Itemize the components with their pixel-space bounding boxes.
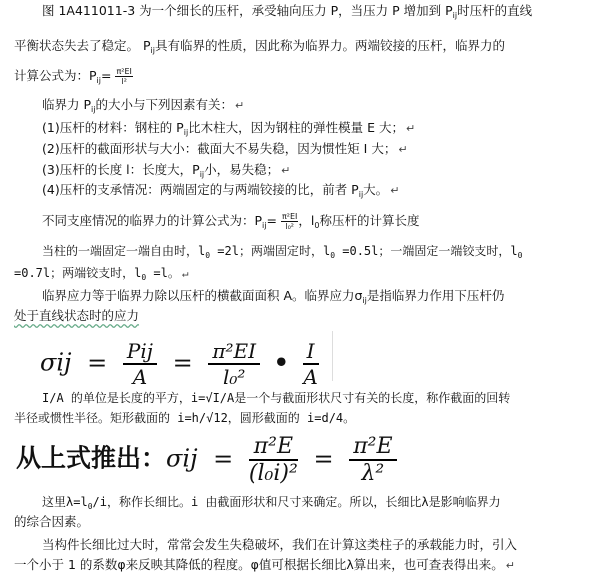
eq2-frac-1-num: π²E (249, 434, 298, 461)
text-line-14 (42, 390, 510, 406)
line-15-text: 半径或惯性半径。矩形截面的 i=h/√12，圆形截面的 i=d/4。 (14, 411, 356, 425)
slenderness-formula-row (16, 434, 397, 486)
list-item-3-post: 小，易失稳； (204, 162, 280, 177)
line-9-sub2: 0 (314, 221, 320, 230)
line-10-post: =2l；两端固定时，l (210, 244, 331, 258)
slenderness-formula-image (14, 428, 410, 490)
eq2-frac-1 (249, 434, 298, 486)
line-16-post: /i，称作长细比。i 由截面形状和尺寸来确定。所以，长细比λ是影响临界力 (92, 495, 501, 509)
text-line-19 (14, 557, 515, 574)
line-13-text: 处于直线状态时的应力 (14, 308, 140, 323)
text-line-2 (14, 38, 505, 59)
line-9-post: ，l (298, 213, 315, 228)
eq1-lhs: σij (40, 348, 72, 377)
list-item-4-text: (4)压杆的支承情况：两端固定的与两端铰接的比，前者 P (42, 182, 359, 197)
eq2-equals-2: = (313, 444, 334, 473)
eq2-lhs: σij (166, 444, 198, 473)
list-item-3-text: (3)压杆的长度 l：长度大，P (42, 162, 200, 177)
eq1-dot: • (273, 347, 289, 377)
paragraph-mark: ↵ (281, 164, 291, 177)
eq2-frac-1-den: (l₀i)² (248, 461, 298, 486)
line-19-text: 一个小于 1 的系数φ来反映其降低的程度。φ值可根据长细比λ算出来，也可查表得出来。 (14, 557, 504, 572)
paragraph-mark: ↵ (181, 267, 189, 280)
list-item-4 (42, 182, 399, 203)
line-9-eq: = (266, 213, 277, 228)
eq1-frac-3-num: I (303, 339, 319, 365)
euler-denominator: l² (121, 77, 127, 86)
list-item-3 (42, 162, 290, 183)
eq1-frac-3 (303, 339, 319, 389)
line-12-post: 是指临界力作用下压杆仍 (366, 288, 505, 303)
paragraph-mark: ↵ (505, 559, 516, 572)
list-item-1 (42, 120, 415, 141)
paragraph-mark: ↵ (234, 99, 245, 112)
eq2-frac-2-den: λ² (361, 461, 385, 486)
eq2-frac-2-num: π²E (349, 434, 396, 461)
eq2-equals-1: = (213, 444, 234, 473)
line-4-text: 临界力 P (42, 97, 92, 112)
line-17-text: 的综合因素。 (14, 514, 90, 529)
list-item-3-sub: ij (199, 170, 205, 179)
line-2-sub: ij (150, 46, 155, 55)
list-item-4-sub: ij (358, 190, 364, 199)
text-line-12 (42, 288, 504, 309)
text-line-4 (42, 97, 244, 118)
list-item-2 (42, 141, 408, 158)
eq1-frac-2-den: l₀² (222, 365, 246, 389)
line-10-post2: =0.5l；一端固定一端铰支时，l (335, 244, 518, 258)
eq2-prefix: 从上式推出： (16, 443, 167, 473)
eq1-equals-2: = (172, 348, 193, 377)
line-16-text: 这里λ=l (42, 495, 88, 509)
line-4-sub: ij (91, 105, 96, 114)
eq1-frac-2 (208, 339, 260, 389)
stress-formula-row (40, 339, 319, 389)
line-10-sub3: 0 (517, 251, 523, 260)
text-line-3 (14, 67, 133, 89)
line-12-sub: ij (362, 296, 367, 305)
text-line-1 (42, 3, 532, 24)
line-3-eq: = (101, 68, 112, 83)
eq2-frac-2 (349, 434, 396, 486)
text-line-13 (14, 308, 139, 324)
line-2-post: 具有临界的性质，因此称为临界力。两端铰接的压杆，临界力的 (154, 38, 505, 53)
line-3-text: 计算公式为：P (14, 68, 97, 83)
text-line-10 (42, 243, 522, 264)
eq1-frac-2-num: π²EI (208, 339, 260, 365)
line-12-text: 临界应力等于临界力除以压杆的横截面面积 A。临界应力σ (42, 288, 363, 303)
text-line-18 (42, 537, 517, 553)
paragraph-mark: ↵ (398, 143, 408, 156)
paragraph-mark: ↵ (390, 184, 400, 197)
line-3-sub: ij (96, 76, 101, 85)
euler0-formula (281, 212, 298, 231)
line-11-sub: 0 (141, 273, 147, 282)
line-10-sub: 0 (205, 251, 211, 260)
euler-numerator: π²EI (116, 67, 132, 76)
text-line-16 (42, 494, 501, 515)
text-line-11 (14, 265, 189, 286)
line-11-text: =0.7l；两端铰支时，l (14, 266, 142, 280)
line-1-sub: ij (452, 11, 458, 20)
list-item-1-text: (1)压杆的材料：钢柱的 P (42, 120, 184, 135)
line-4-post: 的大小与下列因素有关： (95, 97, 233, 112)
eq1-equals-1: = (87, 348, 108, 377)
line-16-sub: 0 (87, 502, 93, 511)
list-item-2-text: (2)压杆的截面形状与大小：截面大不易失稳，因为惯性矩 I 大； (42, 141, 397, 156)
stress-formula-image (16, 331, 333, 389)
euler0-numerator: π²EI (281, 212, 298, 221)
eq1-frac-1-den: A (132, 365, 148, 389)
line-9-post2: 称压杆的计算长度 (319, 213, 420, 228)
list-item-4-post: 大。 (363, 182, 389, 197)
eq1-frac-1-num: Pij (123, 339, 157, 365)
text-line-15 (14, 410, 355, 426)
list-item-1-post: 比木柱大，因为钢柱的弹性模量 E 大； (188, 120, 405, 135)
paragraph-mark: ↵ (406, 122, 416, 135)
line-1-post: 时压杆的直线 (457, 3, 533, 18)
line-1-text: 图 1A411011-3 为一个细长的压杆，承受轴向压力 P，当压力 P 增加到 P (42, 3, 453, 18)
eq1-frac-1 (123, 339, 157, 389)
line-18-text: 当构件长细比过大时，常常会发生失稳破坏，我们在计算这类柱子的承载能力时，引入 (42, 537, 518, 552)
text-line-9 (42, 212, 420, 234)
list-item-1-sub: ij (183, 128, 189, 137)
line-9-sub: ij (262, 221, 267, 230)
euler-formula (115, 67, 132, 86)
line-10-sub2: 0 (330, 251, 336, 260)
eq1-frac-3-den: A (303, 365, 318, 389)
line-11-post: =l。 (146, 266, 180, 280)
euler0-denominator: l₀² (285, 222, 294, 231)
text-line-17 (14, 514, 89, 530)
line-9-text: 不同支座情况的临界力的计算公式为：P (42, 213, 263, 228)
line-10-text: 当柱的一端固定一端自由时，l (42, 244, 206, 258)
line-2-text: 平衡状态失去了稳定。 P (14, 38, 151, 53)
line-14-text: I/A 的单位是长度的平方，i=√I/A是一个与截面形状尺寸有关的长度，称作截面的回转 (42, 391, 511, 405)
